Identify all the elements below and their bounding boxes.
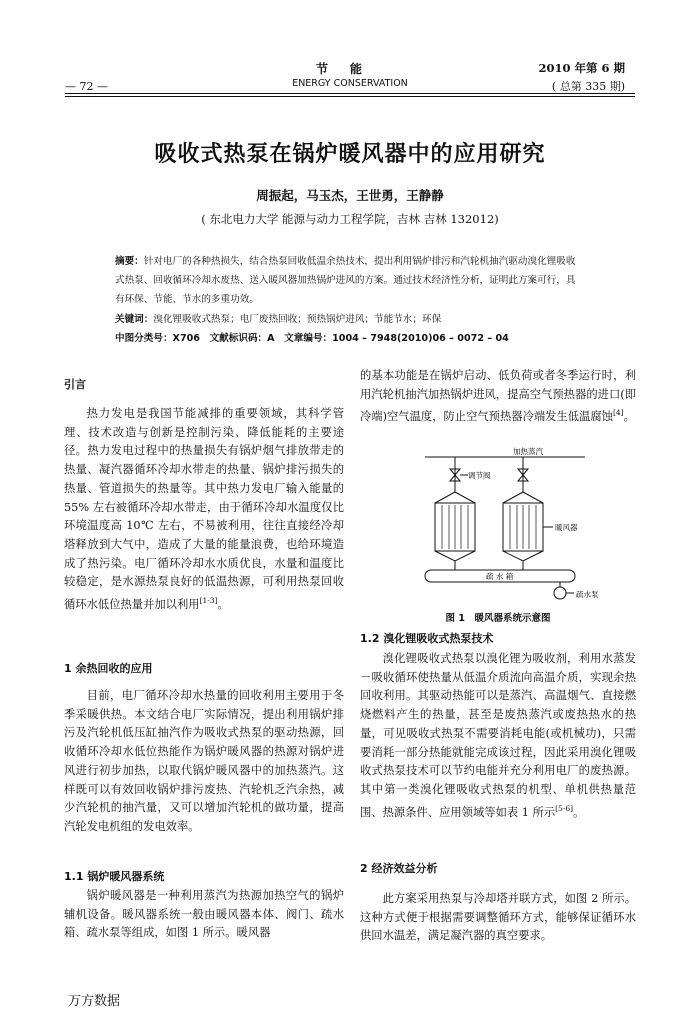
header-rule-thin xyxy=(65,96,635,97)
page-number: — 72 — xyxy=(65,80,108,93)
abstract-label: 摘要： xyxy=(115,256,144,267)
sec2-paragraph: 此方案采用热泵与冷却塔并联方式，如图 2 所示。这种方式便于根据需要调整循环方式，能够保证循环水供回水温差，满足凝汽器的真空要求。 xyxy=(360,892,636,943)
journal-name-cn: 节能 xyxy=(315,62,384,76)
issue-number: 2010 年第 6 期 xyxy=(538,61,625,75)
sec12-paragraph: 溴化锂吸收式热泵以溴化锂为吸收剂，利用水蒸发－吸收循环使热量从低温介质流向高温介质，实现余热回收利用。其驱动热能可以是蒸汽、高温烟气、直接燃烧燃料产生的热量，甚至是废热蒸汽或废热热水的热量，可见吸收式热泵不需要消耗电能(或机械功)，只需要消耗一部分热能就能完成该过程，因此采用溴化锂吸收式热泵技术可以节约电能并充分利用电厂的废热源。其中第一类溴化锂吸收式热泵的机型、单机供热量范围、热源条件、应用领域等如表 1 所示[5-6]。 xyxy=(360,652,636,819)
keywords-label: 关键词： xyxy=(115,314,154,325)
pump-icon xyxy=(554,587,566,599)
journal-name-en: ENERGY CONSERVATION xyxy=(292,78,408,89)
sec1-heading: 1 余热回收的应用 xyxy=(64,662,153,675)
footer-watermark: 万方数据 xyxy=(68,994,121,1009)
sec12-ref: [5-6] xyxy=(555,803,574,813)
total-issue: ( 总第 335 期) xyxy=(551,80,625,93)
figure-caption: 图 1 暖风器系统示意图 xyxy=(445,613,551,624)
label-heating-steam: 加热蒸汽 xyxy=(513,447,543,456)
abstract-text: 针对电厂的各种热损失，结合热泵回收低温余热技术，提出利用锅炉排污和汽轮机抽汽驱动溴化锂吸收式热泵、回收循环冷却水废热、送入暖风器加热锅炉进风的方案。通过技术经济性分析，证明此方案可行，具有环保、节能、节水的多重功效。 xyxy=(115,256,576,305)
keywords-text: 溴化锂吸收式热泵；电厂废热回收；预热锅炉进风；节能节水；环保 xyxy=(153,314,442,325)
sec1-paragraph: 目前，电厂循环冷却水热量的回收利用主要用于冬季采暖供热。本文结合电厂实际情况，提出利用锅炉排污及汽轮机低压缸抽汽作为吸收式热泵的驱动热源，回收循环冷却水低位热能作为锅炉暖风器的热源对锅炉进风进行初步加热，以取代锅炉暖风器中的加热蒸汽。这样既可以有效回收锅炉排污废热、汽轮机乏汽余热，减少汽轮机的抽汽量，又可以增加汽轮机的做功量，提高汽轮发电机组的发电效率。 xyxy=(64,689,344,833)
cont-paragraph: 的基本功能是在锅炉启动、低负荷或者冬季运行时，利用汽轮机抽汽加热锅炉进风，提高空气预热器的进口(即冷端)空气温度，防止空气预热器冷端发生低温腐蚀[4]。 xyxy=(360,369,636,424)
sec2-heading: 2 经济效益分析 xyxy=(360,862,438,875)
header-rule xyxy=(65,93,635,94)
label-drain-tank: 疏 水 箱 xyxy=(486,572,514,581)
paper-title: 吸收式热泵在锅炉暖风器中的应用研究 xyxy=(154,141,546,167)
sec11-paragraph: 锅炉暖风器是一种利用蒸汽为热源加热空气的锅炉辅机设备。暖风器系统一般由暖风器本体、阀门、疏水箱、疏水泵等组成，如图 1 所示。暖风器 xyxy=(64,889,344,940)
label-drain-pump: 疏水泵 xyxy=(576,590,599,599)
intro-paragraph: 热力发电是我国节能减排的重要领域，其科学管理、技术改造与创新是控制污染、降低能耗的主要途径。热力发电过程中的热量损失有锅炉烟气排放带走的热量、凝汽器循环冷却水带走的热量、锅炉排污损失的热量、管道损失的热量等。其中热力发电厂输入能量的 55% 左右被循环冷却水带走，由于循环冷却水温度仅比环境温度高 10℃ 左右，不易被利用，往往直接经冷却塔释放到大气中，造成了大量的能量浪费，也给环境造成了热污染。电厂循环冷却水水质优良，水量和温度比较稳定，是水源热泵良好的低温热源，可利用热泵回收循环水低位热量并加以利用[1-3]。 xyxy=(64,407,344,611)
sec12-heading: 1.2 溴化锂吸收式热泵技术 xyxy=(360,632,494,645)
sec11-heading: 1.1 锅炉暖风器系统 xyxy=(64,870,165,883)
abstract xyxy=(115,252,585,309)
authors: 周振起，马玉杰，王世勇，王静静 xyxy=(256,188,444,203)
figure-1-diagram xyxy=(380,447,620,605)
cont-ref: [4] xyxy=(612,408,624,418)
affiliation: ( 东北电力大学 能源与动力工程学院，吉林 吉林 132012) xyxy=(201,212,499,226)
intro-ref: [1-3] xyxy=(199,596,218,606)
keywords xyxy=(115,311,595,325)
label-control-valve: 调节阀 xyxy=(468,471,491,480)
classification-line: 中图分类号：X706 文献标识码：A 文章编号：1004 – 7948(2010)06 – 0072 – 04 xyxy=(115,333,509,344)
intro-heading: 引言 xyxy=(64,378,86,391)
label-air-heater: 暖风器 xyxy=(555,523,578,532)
